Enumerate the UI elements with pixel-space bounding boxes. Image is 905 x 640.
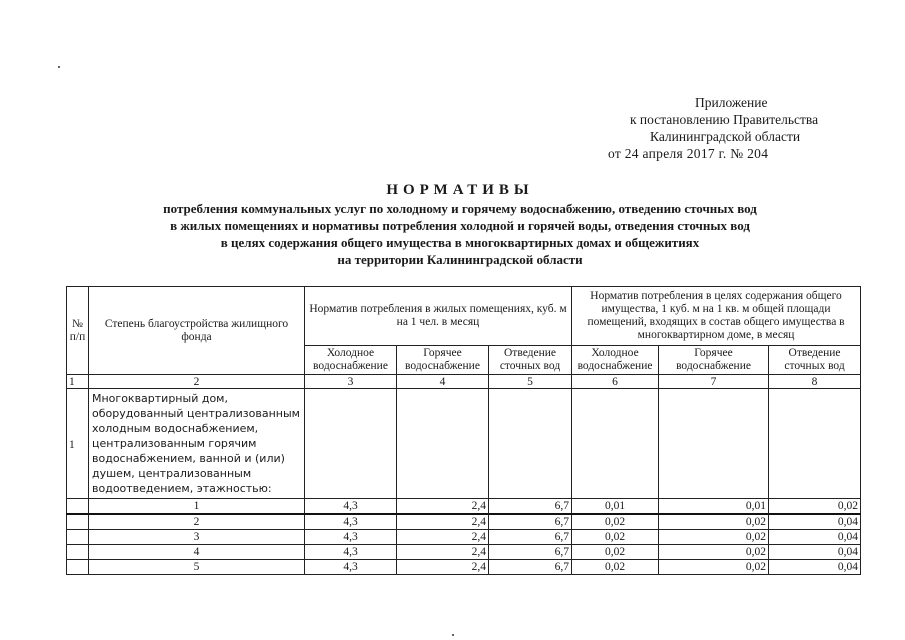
title-sub-line: в жилых помещениях и нормативы потребления холодной и горячей воды, отведения сточных вод — [170, 218, 750, 233]
appendix-title: Приложение — [695, 95, 768, 110]
document-title — [60, 180, 860, 268]
scan-speck — [58, 66, 60, 68]
header-drain-common: Отведение сточных вод — [769, 346, 861, 375]
appendix-block — [598, 94, 858, 162]
appendix-region: Калининградской области — [650, 129, 801, 144]
cell-hot-common: 0,01 — [659, 499, 769, 515]
cell-hot-common: 0,02 — [659, 560, 769, 575]
cell-cold-common: 0,02 — [572, 545, 659, 560]
cell-hot: 2,4 — [397, 545, 489, 560]
header-degree: Степень благоустройства жилищного фонда — [89, 287, 305, 375]
cell-hot-common: 0,02 — [659, 514, 769, 530]
empty-cell — [572, 389, 659, 499]
header-num: № п/п — [67, 287, 89, 375]
row-num: 1 — [67, 389, 89, 499]
header-hot: Горячее водоснабжение — [397, 346, 489, 375]
title-sub-line: потребления коммунальных услуг по холодному и горячему водоснабжению, отведению сточных вод — [163, 201, 757, 216]
cell-drain: 6,7 — [489, 530, 572, 545]
cell-drain-common: 0,04 — [769, 560, 861, 575]
title-sub-line: на территории Калининградской области — [337, 252, 583, 267]
table-row — [67, 499, 861, 515]
floor-count: 1 — [89, 499, 305, 515]
cell-drain: 6,7 — [489, 545, 572, 560]
floor-count: 5 — [89, 560, 305, 575]
empty-cell — [769, 389, 861, 499]
floor-count: 2 — [89, 514, 305, 530]
col-number: 3 — [305, 375, 397, 389]
title-main: НОРМАТИВЫ — [386, 182, 534, 198]
title-sub-line: в целях содержания общего имущества в многоквартирных домах и общежитиях — [220, 235, 700, 250]
header-hot-common: Горячее водоснабжение — [659, 346, 769, 375]
empty-cell — [659, 389, 769, 499]
col-number: 4 — [397, 375, 489, 389]
table-row — [67, 514, 861, 530]
norms-table — [66, 286, 861, 575]
appendix-resolution: к постановлению Правительства — [630, 112, 819, 127]
cell-drain-common: 0,04 — [769, 545, 861, 560]
col-number: 7 — [659, 375, 769, 389]
cell-cold: 4,3 — [305, 514, 397, 530]
col-number: 8 — [769, 375, 861, 389]
cell-hot: 2,4 — [397, 514, 489, 530]
cell-drain: 6,7 — [489, 560, 572, 575]
table-row — [67, 560, 861, 575]
cell-hot-common: 0,02 — [659, 545, 769, 560]
floor-count: 4 — [89, 545, 305, 560]
row-description: Многоквартирный дом, оборудованный централизованным холодным водоснабжением, централизованным горячим водоснабжением, ванной и (или) душем, централизованным водоотведением, этажностью: — [89, 389, 305, 499]
cell-drain-common: 0,04 — [769, 514, 861, 530]
cell-cold-common: 0,02 — [572, 530, 659, 545]
cell-drain-common: 0,02 — [769, 499, 861, 515]
header-cold-common: Холодное водоснабжение — [572, 346, 659, 375]
cell-cold: 4,3 — [305, 545, 397, 560]
cell-cold: 4,3 — [305, 499, 397, 515]
table-row — [67, 545, 861, 560]
appendix-date: от 24 апреля 2017 г. № 204 — [608, 146, 769, 161]
header-group-common: Норматив потребления в целях содержания общего имущества, 1 куб. м на 1 кв. м общей площади помещений, входящих в состав общего имущества в многоквартирном доме, в месяц — [572, 287, 861, 346]
cell-hot: 2,4 — [397, 499, 489, 515]
table-row — [67, 530, 861, 545]
cell-drain-common: 0,04 — [769, 530, 861, 545]
floor-count: 3 — [89, 530, 305, 545]
col-number: 6 — [572, 375, 659, 389]
cell-drain: 6,7 — [489, 499, 572, 515]
col-number: 1 — [67, 375, 89, 389]
cell-hot: 2,4 — [397, 530, 489, 545]
col-number: 2 — [89, 375, 305, 389]
col-number: 5 — [489, 375, 572, 389]
cell-drain: 6,7 — [489, 514, 572, 530]
empty-cell — [397, 389, 489, 499]
header-drain: Отведение сточных вод — [489, 346, 572, 375]
cell-cold-common: 0,01 — [572, 499, 659, 515]
cell-hot: 2,4 — [397, 560, 489, 575]
cell-cold: 4,3 — [305, 530, 397, 545]
empty-cell — [489, 389, 572, 499]
header-cold: Холодное водоснабжение — [305, 346, 397, 375]
scan-speck — [452, 634, 454, 636]
cell-cold-common: 0,02 — [572, 560, 659, 575]
cell-hot-common: 0,02 — [659, 530, 769, 545]
cell-cold: 4,3 — [305, 560, 397, 575]
header-group-residential: Норматив потребления в жилых помещениях, куб. м на 1 чел. в месяц — [305, 287, 572, 346]
cell-cold-common: 0,02 — [572, 514, 659, 530]
empty-cell — [305, 389, 397, 499]
